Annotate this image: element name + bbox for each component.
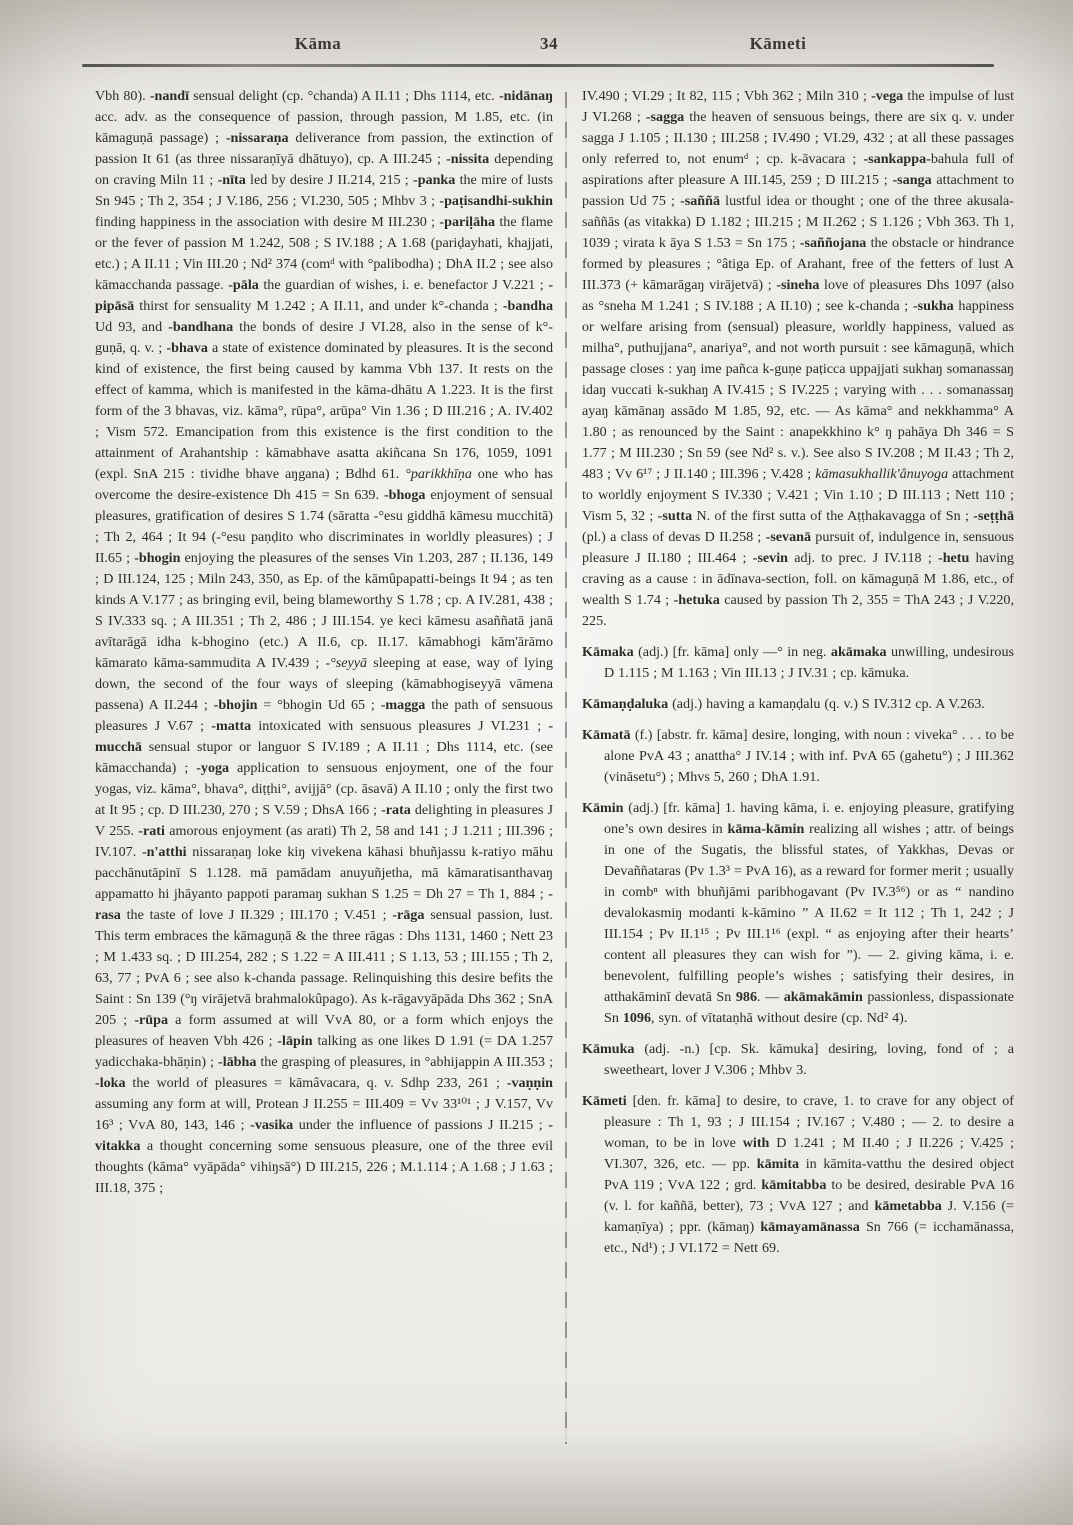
entry-kamaka	[582, 642, 1014, 684]
entry-kameti	[582, 1091, 1014, 1259]
entry-kamata	[582, 725, 1014, 788]
entry-body: (adj.) having a kamaṇḍalu (q. v.) S IV.312 cp. A V.263.	[668, 696, 985, 712]
entry-headword: Kāmin	[582, 800, 624, 816]
entry-kamuka	[582, 1039, 1014, 1081]
running-head-left-word: Kāma	[294, 34, 342, 53]
entry-body: (adj. -n.) [cp. Sk. kāmuka] desiring, loving, fond of ; a sweetheart, lover J V.306 ; Mhbv 3.	[604, 1041, 1014, 1078]
entry-body: (adj.) [fr. kāma] 1. having kāma, i. e. enjoying pleasure, gratifying one’s own desires in kāma-kāmin realizing all wishes ; attr. of beings in one of the Sugatis, the blissful states, of Yakkhas, Devas or Devaññataras (Pv 1.3³ = PvA 16), as a reward for former merit ; usually in combⁿ with bhuñjāmi paribhogavant (Pv IV.3⁵⁶) or as “ nandino devalokasmiŋ modanti k-kāmino ” A II.62 = It 112 ; Th 1, 242 ; J III.154 ; Pv II.1¹⁵ ; Pv III.1¹⁶ (expl. “ as enjoying after their hearts’ content all pleasures they can wish for ”). — 2. giving kāma, i. e. benevolent, fulfilling people’s wishes ; satisfying their desires, in atthakāminī devatā Sn 986. — akāmakāmin passionless, dispassionate Sn 1096, syn. of vītataṇhā without desire (cp. Nd² 4).	[604, 800, 1015, 1026]
entry-headword: Kāmatā	[582, 727, 631, 743]
entry-body: (adj.) [fr. kāma] only —° in neg. akāmaka unwilling, undesirous D 1.115 ; M 1.163 ; Vin III.13 ; J IV.31 ; cp. kāmuka.	[604, 644, 1014, 681]
page-number: 34	[540, 34, 558, 53]
running-head	[0, 34, 1073, 60]
entry-body: [den. fr. kāma] to desire, to crave, 1. to crave for any object of pleasure : Th 1, 93 ; J III.154 ; IV.167 ; V.480 ; — 2. to desire a woman, to be in love with D 1.241 ; M II.40 ; J II.226 ; V.425 ; VI.307, 326, etc. — pp. kāmita in kāmita-vatthu the desired object PvA 119 ; VvA 122 ; grd. kāmitabba to be desired, desirable PvA 16 (v. l. for kaññā, better), 73 ; VvA 127 ; and kāmetabba J. V.156 (= kamaṇīya) ; ppr. (kāmaŋ) kāmayamānassa Sn 766 (= icchamānassa, etc., Nd¹) ; J VI.172 = Nett 69.	[604, 1093, 1015, 1256]
entry-headword: Kāmaka	[582, 644, 634, 660]
header-rule	[82, 64, 994, 67]
left-column	[95, 86, 553, 1199]
column-divider	[565, 92, 567, 1444]
entry-body: (f.) [abstr. fr. kāma] desire, longing, with noun : viveka° . . . to be alone PvA 43 ; anattha° J IV.14 ; with inf. PvA 65 (gahetu°) ; J III.362 (vināsetu°) ; Mhvs 5, 260 ; DhA 1.91.	[604, 727, 1014, 785]
entry-headword: Kāmaṇḍaluka	[582, 696, 669, 712]
kama-entry-continuation-right: IV.490 ; VI.29 ; It 82, 115 ; Vbh 362 ; Miln 310 ; -vega the impulse of lust J VI.268 ; -sagga the heaven of sensuous beings, there are six q. v. under sagga J 1.105 ; II.130 ; III.258 ; IV.490 ; VI.29, 432 ; at all these passages only referred to, not enumᵈ ; cp. k-āvacara ; -sankappa-bahula full of aspirations after pleasure A III.145, 259 ; D III.215 ; -sanga attachment to passion Ud 75 ; -saññā lustful idea or thought ; one of the three akusala-saññās (as vitakka) D 1.182 ; III.215 ; M II.262 ; S 1.126 ; Vbh 363. Th 1, 1039 ; virata k āya S 1.53 = Sn 175 ; -saññojana the obstacle or hindrance formed by pleasures ; °âtiga Ep. of Arahant, free of the fetters of lust A III.373 (+ kāmarāgaŋ virājetvā) ; -sineha love of pleasures Dhs 1097 (also as °sneha M 1.241 ; S IV.188 ; A II.10) ; see k-chanda ; -sukha happiness or welfare arising from (sensual) pleasure, worldly happiness, valued as milha°, puthujjana°, anariya°, and not worth pursuit : see kāmaguṇā, which passage closes : yaŋ ime pañca k-guṇe paṭicca uppajjati sukhaŋ somanassaŋ idaŋ vuccati k-sukhaŋ A IV.415 ; S IV.225 ; varying with . . . somanassaŋ ayaŋ kāmānaŋ assādo M 1.85, 92, etc. — As kāma° and nekkhamma° A 1.80 ; as renounced by the Saint : anapekkhino k° ŋ pahāya Dh 346 = S 1.77 ; M III.230 ; Sn 59 (see Nd² s. v.). See also S IV.208 ; M II.43 ; Th 2, 483 ; Vv 6¹⁷ ; J II.140 ; III.396 ; V.428 ; kāmasukhallik'ânuyoga attachment to worldly enjoyment S IV.330 ; V.421 ; Vin 1.10 ; D III.113 ; Nett 110 ; Vism 5, 32 ; -sutta N. of the first sutta of the Aṭṭhakavagga of Sn ; -seṭṭhā (pl.) a class of devas D II.258 ; -sevanā pursuit of, indulgence in, sensuous pleasure J II.180 ; III.464 ; -sevin adj. to prec. J IV.118 ; -hetu having craving as a cause : in ādīnava-section, foll. on kāmaguṇā M 1.86, etc., of wealth S 1.74 ; -hetuka caused by passion Th 2, 355 = ThA 243 ; J V.220, 225.	[582, 88, 1015, 629]
running-head-right-word: Kāmeti	[749, 34, 807, 53]
right-column	[582, 86, 1014, 1259]
kama-entry-continuation-left: Vbh 80). -nandī sensual delight (cp. °chanda) A II.11 ; Dhs 1114, etc. -nidānaŋ acc. adv. as the consequence of passion, through passion, M 1.85, etc. (in kāmaguṇā passage) ; -nissaraṇa deliverance from passion, the extinction of passion It 61 (as three nissaraṇīyā dhātuyo), cp. A III.245 ; -nissita depending on craving Miln 11 ; -nīta led by desire J II.214, 215 ; -panka the mire of lusts Sn 945 ; Th 2, 354 ; J V.186, 256 ; VI.230, 505 ; Mhbv 3 ; -paṭisandhi-sukhin finding happiness in the association with desire M III.230 ; -pariḷāha the flame or the fever of passion M 1.242, 508 ; S IV.188 ; A 1.68 (pariḍayhati, khajjati, etc.) ; A II.11 ; Vin III.20 ; Nd² 374 (comᵈ with °palibodha) ; DhA II.2 ; see also kāmacchanda passage. -pāla the guardian of wishes, i. e. benefactor J V.221 ; -pipāsā thirst for sensuality M 1.242 ; A II.11, and under k°-chanda ; -bandha Ud 93, and -bandhana the bonds of desire J VI.28, also in the sense of k°-guṇā, q. v. ; -bhava a state of existence dominated by pleasures. It is the second kind of existence, the first being caused by kamma Vbh 137. It rests on the effect of kamma, which is manifested in the kāma-dhātu A 1.223. It is the first form of the 3 bhavas, viz. kāma°, rūpa°, arūpa° Vin 1.36 ; D III.216 ; A. IV.402 ; Vism 572. Emancipation from this existence is the first condition to the attainment of Arahantship : kāmabhave asatta akiñcana Sn 176, 1059, 1091 (expl. SnA 215 : tividhe bhave aŋgana) ; Bdhd 61. °parikkhīṇa one who has overcome the desire-existence Dh 415 = Sn 639. -bhoga enjoyment of sensual pleasures, gratification of desires S 1.74 (sāratta -°esu giddhā kāmesu mucchitā) ; Th 2, 464 ; It 94 (-°esu paṇḍito who discriminates in worldly pleasures) ; J II.65 ; -bhogin enjoying the pleasures of the senses Vin 1.203, 287 ; II.136, 149 ; D III.124, 125 ; Miln 243, 350, as Ep. of the kāmûpapatti-beings It 94 ; as ten kinds A V.177 ; as bringing evil, being blameworthy S 1.78 ; cp. A IV.281, 438 ; S IV.333 sq. ; A III.351 ; Th 2, 486 ; J III.154. ye keci kāmesu asaññatā janā avītarāgā idha k-bhogino (etc.) A II.6, cp. II.17. kāmabhogi kām'ārāmo kāmarato kāma-sammudita A IV.439 ; -°seyyā sleeping at ease, way of lying down, the second of the four ways of sleeping (kāmabhogiseyyā vāmena passena) A II.244 ; -bhojin = °bhogin Ud 65 ; -magga the path of sensuous pleasures J V.67 ; -matta intoxicated with sensuous pleasures J VI.231 ; -mucchā sensual stupor or languor S IV.189 ; A II.11 ; Dhs 1114, etc. (see kāmacchanda) ; -yoga application to sensuous enjoyment, one of the four yogas, viz. kāma°, bhava°, diṭṭhi°, avijjā° (cp. āsavā) A II.10 ; only the first two at It 95 ; cp. D III.230, 270 ; S V.59 ; DhsA 166 ; -rata delighting in pleasures J V 255. -rati amorous enjoyment (as arati) Th 2, 58 and 141 ; J 1.211 ; III.396 ; IV.107. -n'atthi nissaraṇaŋ loke kiŋ vivekena kāhasi bhuñjassu k-ratiyo māhu pacchānutāpinī S 1.128. mā pamādam anuyuñjetha, mā kāmaratisanthavaŋ appamatto hi jhāyanto pappoti paramaŋ sukhan S 1.25 = Dh 27 = Th 1, 884 ; -rasa the taste of love J II.329 ; III.170 ; V.451 ; -rāga sensual passion, lust. This term embraces the kāmaguṇā & the three rāgas : Dhs 1131, 1460 ; Nett 23 ; M 1.433 sq. ; D III.254, 282 ; S 1.22 = A III.411 ; S 1.13, 53 ; III.155 ; Th 2, 63, 77 ; PvA 6 ; see also k-chanda passage. Relinquishing this desire befits the Saint : Sn 139 (°ŋ virājetvā brahmalokûpago). As k-rāgavyāpāda Dhs 362 ; SnA 205 ; -rūpa a form assumed at will VvA 80, or a form which enjoys the pleasures of heaven Vbh 426 ; -lāpin talking as one likes D 1.91 (= DA 1.257 yadicchaka-bhāṇin) ; -lābha the grasping of pleasures, in °abhijappin A III.353 ; -loka the world of pleasures = kāmâvacara, q. v. Sdhp 233, 261 ; -vaṇṇin assuming any form at will, Protean J II.255 = III.409 = Vv 33¹⁰¹ ; J V.157, Vv 16³ ; VvA 80, 143, 146 ; -vasika under the influence of passions J II.215 ; -vitakka a thought concerning some sensuous pleasure, one of the three evil thoughts (kāma° vyāpāda° vihiŋsā°) D III.215, 226 ; M.1.114 ; A 1.68 ; J 1.63 ; III.18, 375 ;	[95, 88, 554, 1196]
entry-headword: Kāmuka	[582, 1041, 635, 1057]
entry-kamandaluka	[582, 694, 1014, 715]
entry-headword: Kāmeti	[582, 1093, 627, 1109]
entry-kamin	[582, 798, 1014, 1029]
